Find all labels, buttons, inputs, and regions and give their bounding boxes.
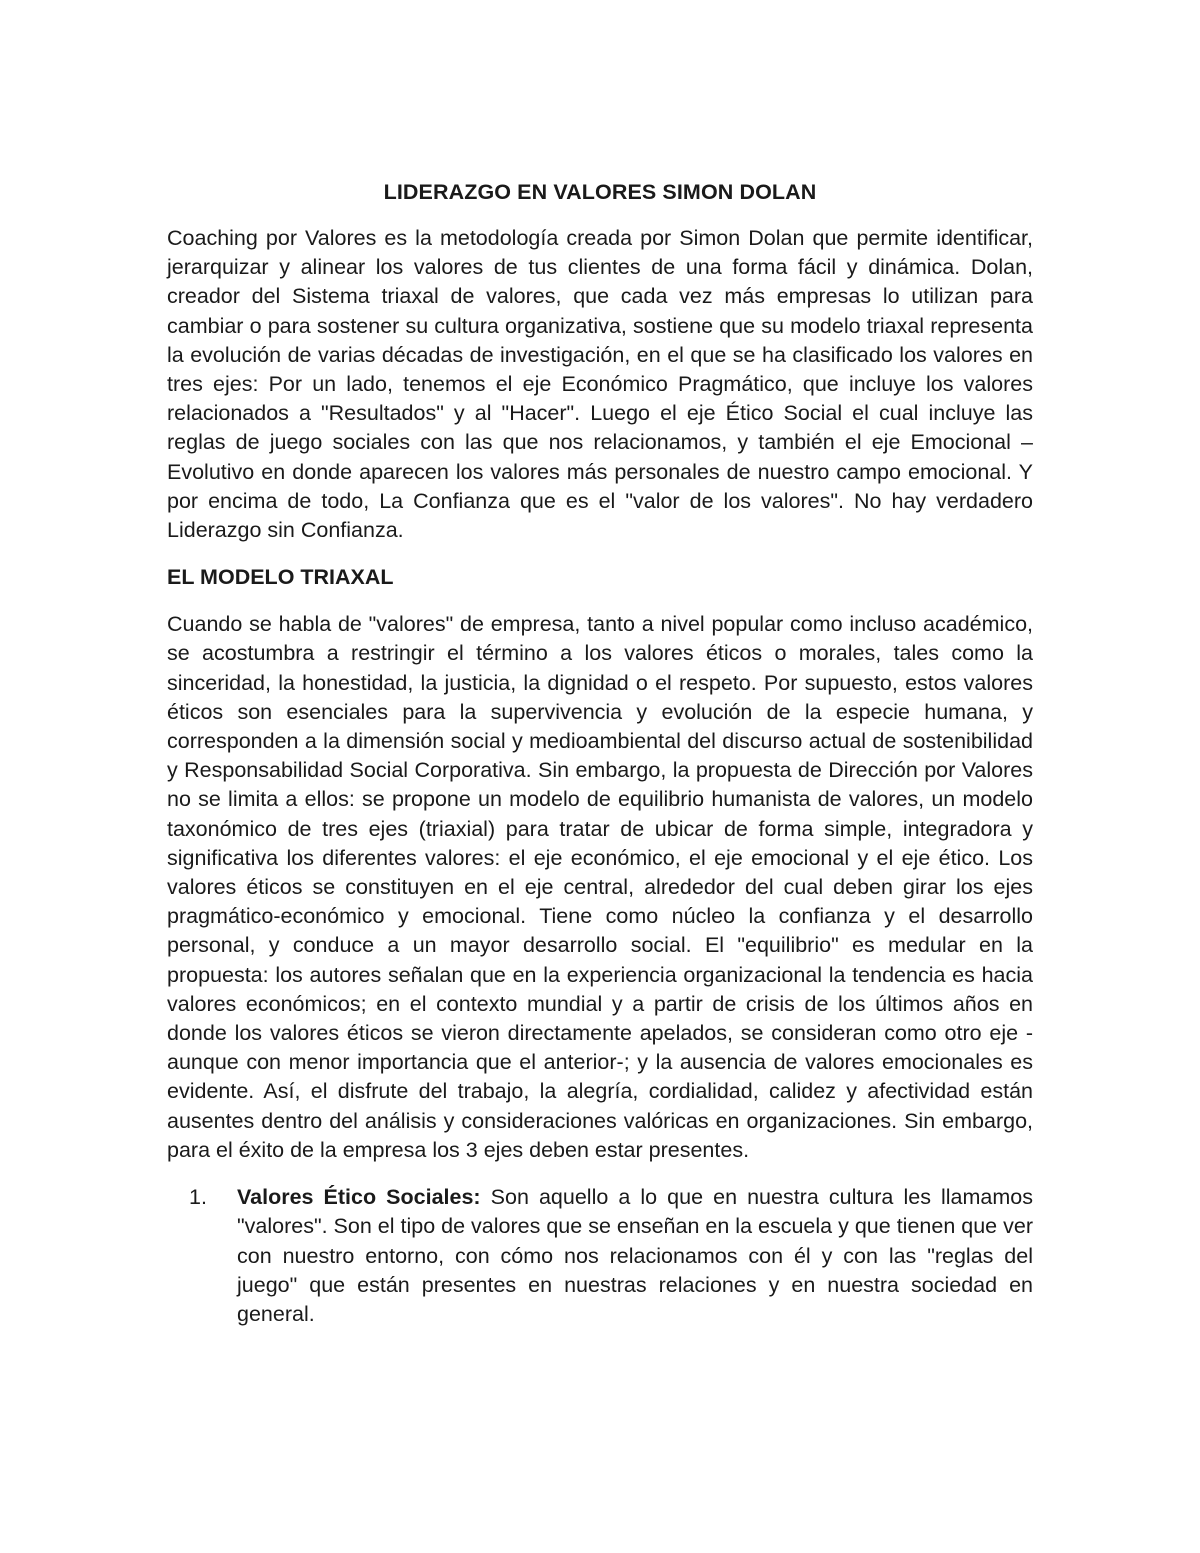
section-heading: EL MODELO TRIAXAL [167, 565, 394, 590]
document-page [167, 178, 1033, 1329]
list-item-text: Son aquello a lo que en nuestra cultura les llamamos "valores". Son el tipo de valores que se enseñan en la escuela y que tienen que ver con nuestro entorno, con cómo nos relacionamos con él y con las "reglas del juego" que están presentes en nuestras relaciones y en nuestra sociedad en general. [237, 1185, 1033, 1326]
intro-paragraph: Coaching por Valores es la metodología creada por Simon Dolan que permite identificar, jerarquizar y alinear los valores de tus clientes de una forma fácil y dinámica. Dolan, creador del Sistema triaxal de valores, que cada vez más empresas lo utilizan para cambiar o para sostener su cultura organizativa, sostiene que su modelo triaxal representa la evolución de varias décadas de investigación, en el que se ha clasificado los valores en tres ejes: Por un lado, tenemos el eje Económico Pragmático, que incluye los valores relacionados a "Resultados" y al "Hacer". Luego el eje Ético Social el cual incluye las reglas de juego sociales con las que nos relacionamos, y también el eje Emocional – Evolutivo en donde aparecen los valores más personales de nuestro campo emocional. Y por encima de todo, La Confianza que es el "valor de los valores". No hay verdadero Liderazgo sin Confianza. [167, 226, 1033, 543]
section-paragraph: Cuando se habla de "valores" de empresa, tanto a nivel popular como incluso académico, se acostumbra a restringir el término a los valores éticos o morales, tales como la sinceridad, la honestidad, la justicia, la dignidad o el respeto. Por supuesto, estos valores éticos son esenciales para la supervivencia y evolución de la especie humana, y corresponden a la dimensión social y medioambiental del discurso actual de sostenibilidad y Responsabilidad Social Corporativa. Sin embargo, la propuesta de Dirección por Valores no se limita a ellos: se propone un modelo de equilibrio humanista de valores, un modelo taxonómico de tres ejes (triaxial) para tratar de ubicar de forma simple, integradora y significativa los diferentes valores: el eje económico, el eje emocional y el eje ético. Los valores éticos se constituyen en el eje central, alrededor del cual deben girar los ejes pragmático-económico y emocional. Tiene como núcleo la confianza y el desarrollo personal, y conduce a un mayor desarrollo social. El "equilibrio" es medular en la propuesta: los autores señalan que en la experiencia organizacional la tendencia es hacia valores económicos; en el contexto mundial y a partir de crisis de los últimos años en donde los valores éticos se vieron directamente apelados, se consideran como otro eje -aunque con menor importancia que el anterior-; y la ausencia de valores emocionales es evidente. Así, el disfrute del trabajo, la alegría, cordialidad, calidez y afectividad están ausentes dentro del análisis y consideraciones valóricas en organizaciones. Sin embargo, para el éxito de la empresa los 3 ejes deben estar presentes. [167, 612, 1033, 1162]
values-list [167, 1183, 1033, 1329]
list-item-term: Valores Ético Sociales: [237, 1185, 481, 1210]
document-title: LIDERAZGO EN VALORES SIMON DOLAN [383, 180, 817, 204]
list-item [167, 1183, 1033, 1329]
list-item-number: 1. [189, 1185, 207, 1210]
